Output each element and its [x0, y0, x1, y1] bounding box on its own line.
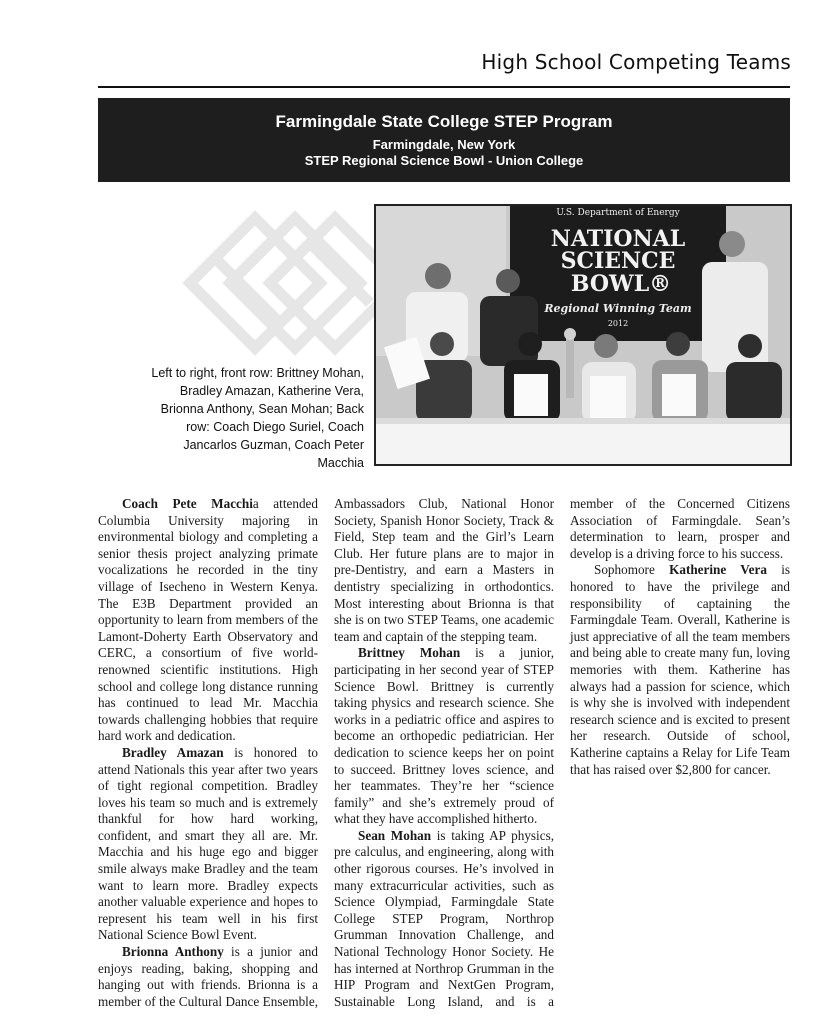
banner-title: Farmingdale State College STEP Program: [275, 112, 613, 131]
text-coach-macchia: a attended Columbia University majoring in environmental biology and completing a senior thesis project analyzing primate vocalizations he recorded in the tiny village of Isecheno in Western Kenya. The E3B Department provided an opportunity to learn from members of the Lamont-Doherty Earth Observatory and CERC, a consortium of five world-renowned scientific institutions. High school and college long distance running has continued to lead Mr. Macchia towards challenging hobbies that require hard work and dedication.: [98, 496, 318, 744]
brittney-mohan-paragraph: [334, 645, 554, 828]
team-photo-illustration: [376, 206, 790, 464]
section-title: High School Competing Teams: [481, 50, 791, 74]
program-banner: [98, 98, 790, 182]
lead-katherine-vera: Sophomore: [594, 562, 670, 578]
sign-year: 2012: [607, 319, 629, 328]
bradley-amazan-paragraph: [98, 745, 318, 944]
text-bradley-amazan: is honored to attend Nationals this year after two years of tight regional competition. Bradley loves his team so much and is extremely thankful for how hard working, confident, and smart they all are. Mr. Macchia and his huge ego and bigger smile always make Bradley and the team want to learn more. Bradley expects another valuable experience and hopes to represent his team well in his first National Science Bowl Event.: [98, 744, 318, 943]
name-brittney-mohan: Brittney Mohan: [358, 645, 461, 661]
article-body: [98, 496, 790, 1018]
doe-label: U.S. Department of Energy: [556, 208, 680, 218]
sign-line-1: NATIONAL: [550, 226, 686, 252]
text-sean-mohan: is taking AP physics, pre calculus, and engineering, along with other rigorous courses. He’s involved in many extracurricular activities, such as Science Olympiad, Farmingdale State College STEP Program, Northrop Grumman Innovation Challenge, and National Technology Honor Society. He has interned at Northrop Grumman in the HIP Program and NextGen Program, Sustainable Long Island, and is a member of the Concerned Citizens Association of Farmingdale. Sean’s determination to learn, prosper and develop is a driving force to his success.: [334, 496, 790, 1009]
banner-location: Farmingdale, New York: [372, 137, 516, 152]
header-rule: [98, 86, 790, 88]
name-sean-mohan: Sean Mohan: [358, 827, 432, 843]
sign-line-3: BOWL®: [570, 271, 672, 297]
text-brittney-mohan: is a junior, participating in her second year of STEP Science Bowl. Brittney is currently taking physics and research science. She works in a pediatric office and aspires to become an orthopedic pediatrician. Her dedication to science keeps her on point to succeed. Brittney loves science, and her teammates. They’re her “science family” and she’s extremely proud of what they have accomplished hitherto.: [334, 645, 554, 827]
banner-event: STEP Regional Science Bowl - Union College: [304, 153, 584, 168]
team-photo: [374, 204, 792, 466]
sign-line-2: SCIENCE: [560, 248, 676, 274]
coach-macchia-paragraph: [98, 496, 318, 745]
text-katherine-vera: is honored to have the privilege and responsibility of captaining the Farmingdale Team. Overall, Katherine is just appreciative of all the team members and being able to create many fun, loving memories with them. Katherine has always had a passion for science, which is why she is involved with independent research science and is excited to present her research. Outside of school, Katherine captains a Relay for Life Team that has raised over $2,800 for cancer.: [570, 562, 791, 777]
name-katherine-vera: Katherine Vera: [669, 562, 767, 578]
sign-sub: Regional Winning Team: [544, 302, 692, 315]
name-brionna-anthony: Brionna Anthony: [122, 944, 224, 960]
name-coach-macchia: Coach Pete Macchi: [122, 496, 253, 511]
text-brionna-anthony: is a junior and enjoys reading, baking, shopping and hanging out with friends. Brionna is a member of the Cultural Dance Ensemble, Ambassadors Club, National Honor Society, Spanish Honor Society, Track & Field, Step team and the Girl’s Learn Club. Her future plans are to major in pre-Dentistry, and earn a Masters in dentistry specializing in orthodontics. Most interesting about Brionna is that she is on two STEP Teams, one academic team and captain of the stepping team.: [98, 496, 554, 1009]
katherine-vera-paragraph: [570, 562, 790, 778]
name-bradley-amazan: Bradley Amazan: [122, 744, 224, 760]
photo-caption: Left to right, front row: Brittney Mohan, Bradley Amazan, Katherine Vera, Brionna Anthony, Sean Mohan; Back row: Coach Diego Suriel, Coach Jancarlos Guzman, Coach Peter Macchia: [151, 366, 364, 470]
